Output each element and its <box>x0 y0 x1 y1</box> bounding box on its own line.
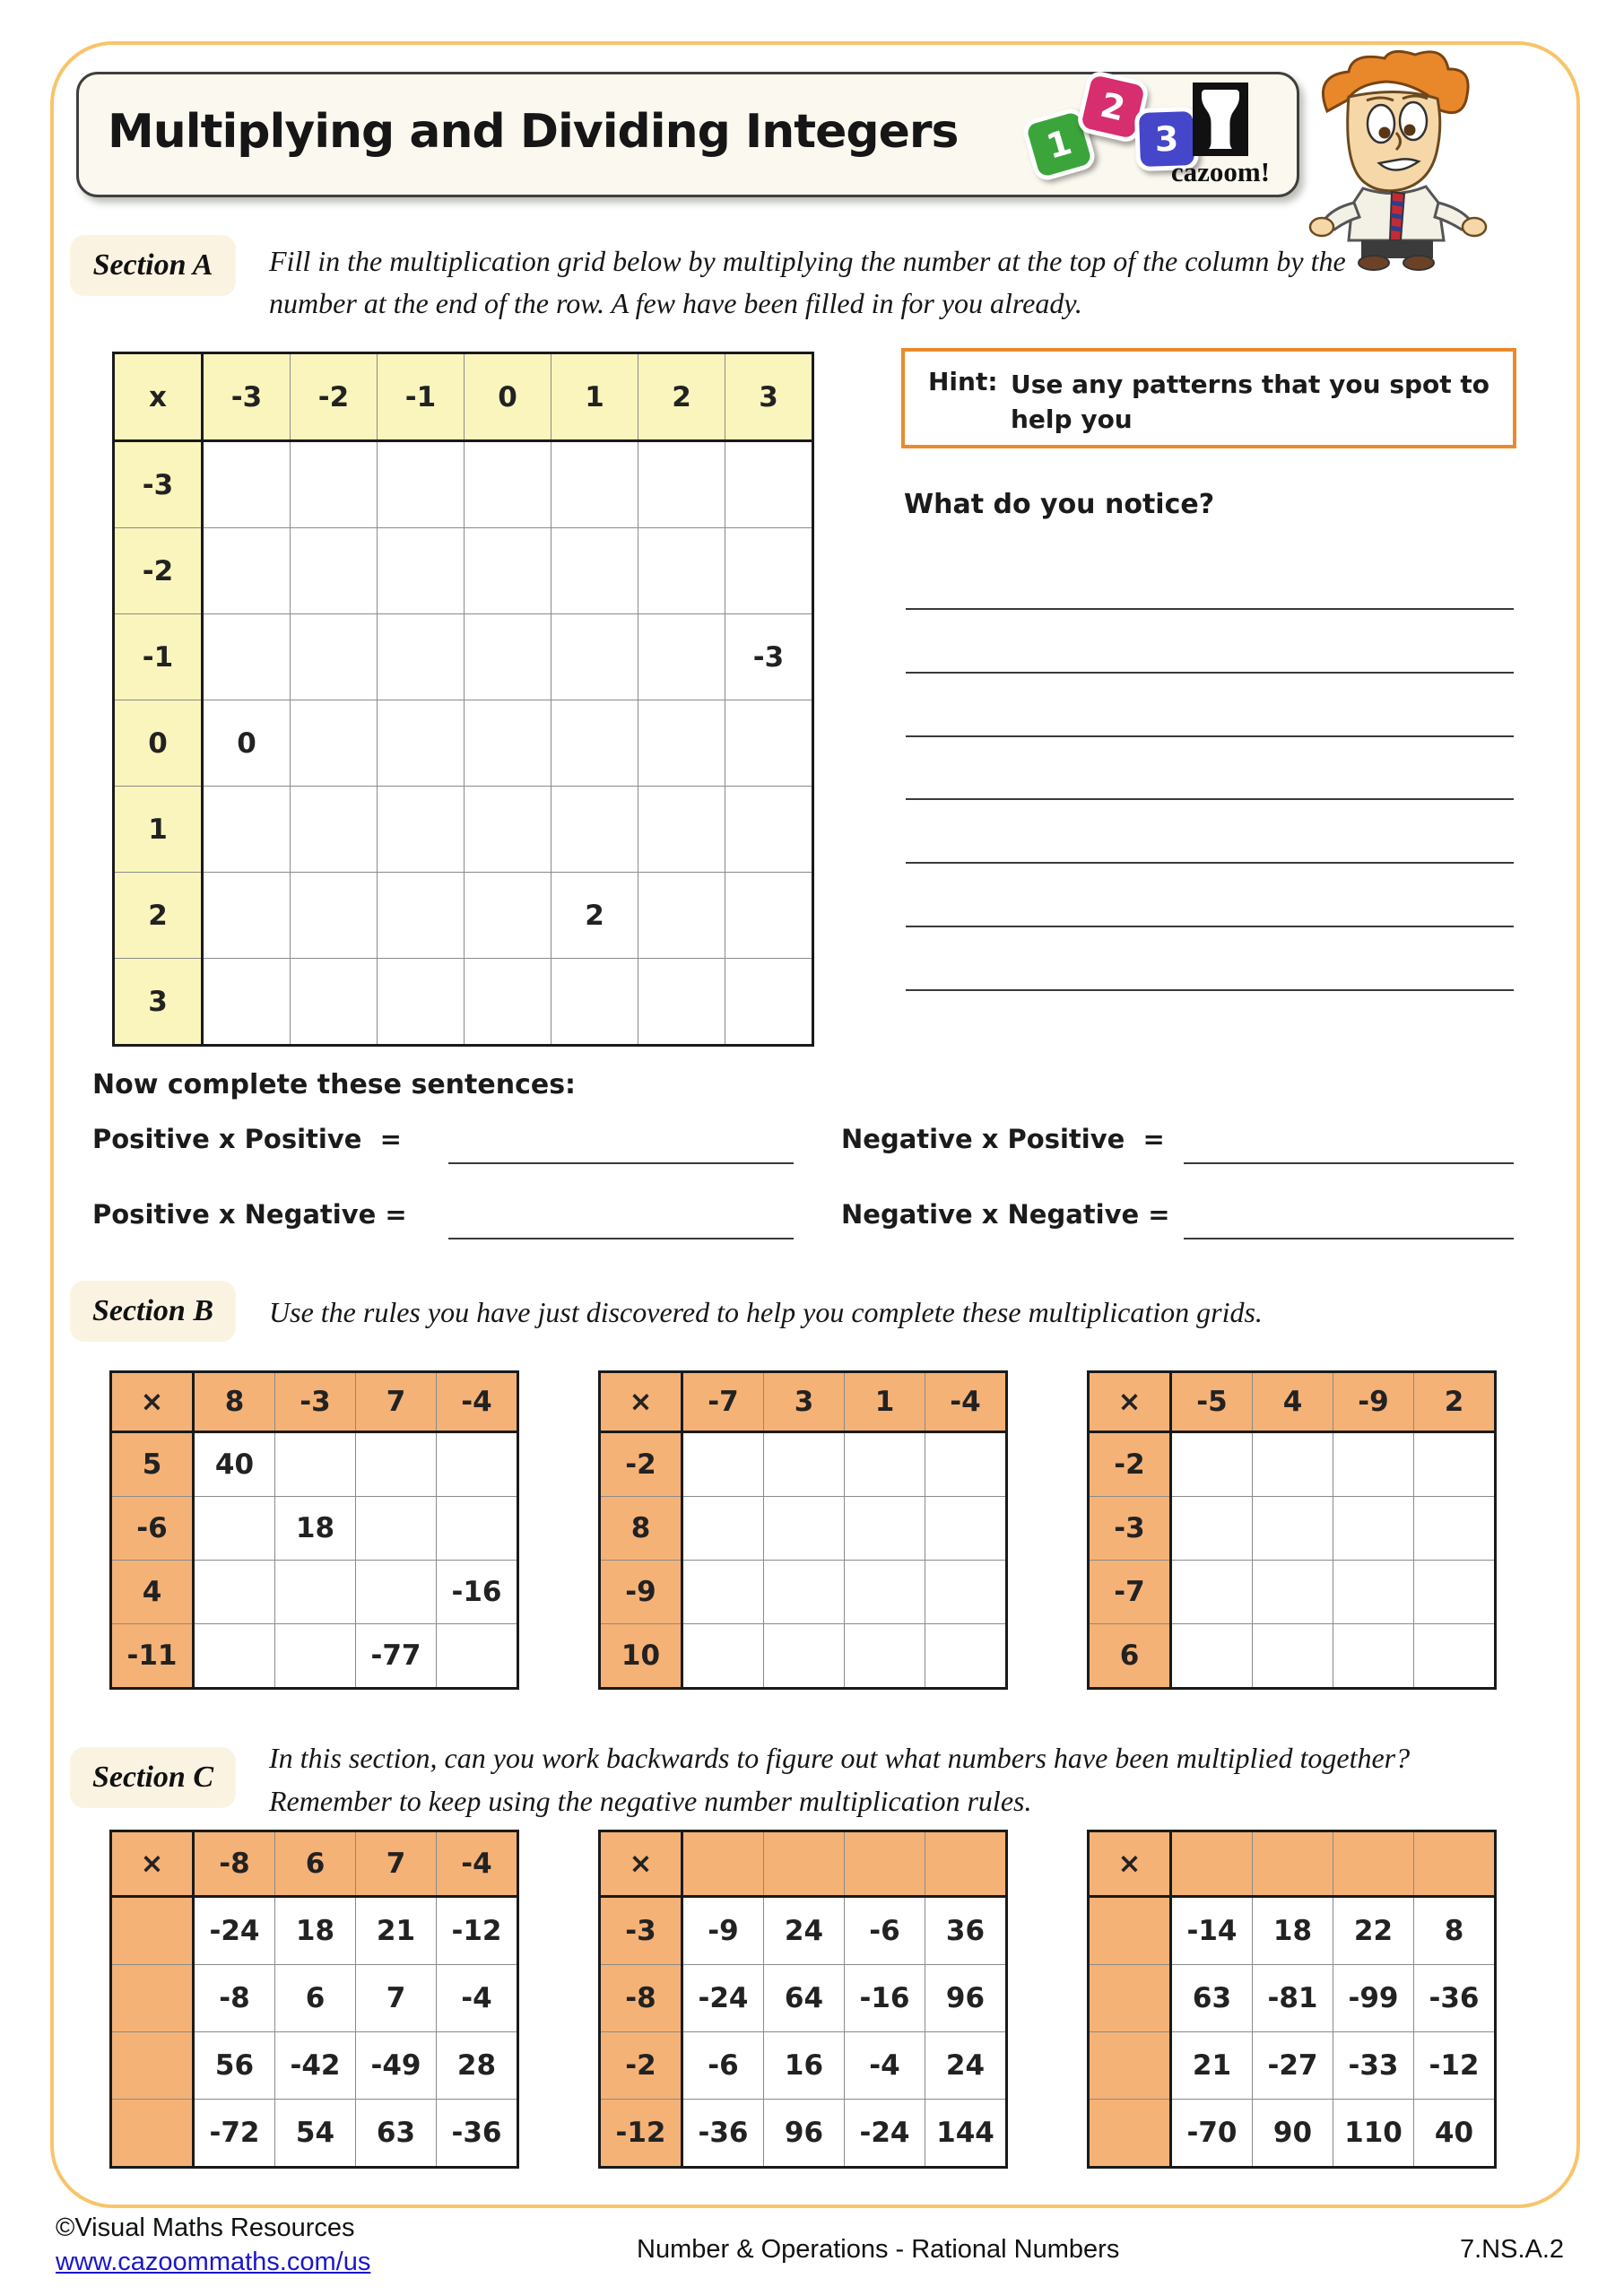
grid-col-header: -4 <box>437 1831 518 1897</box>
grid-col-header <box>1333 1831 1414 1897</box>
grid-cell-empty <box>203 614 291 700</box>
grid-cell-empty <box>356 1561 437 1624</box>
grid-cell-empty <box>1253 1561 1333 1624</box>
grid-col-header: 3 <box>725 353 813 441</box>
grid-cell-empty <box>203 441 291 528</box>
grid-cell-empty <box>1171 1432 1253 1497</box>
grid-cell-empty <box>725 700 813 787</box>
grid-col-header: 4 <box>1253 1372 1333 1432</box>
grid-cell-empty <box>638 700 725 787</box>
grid-cell-empty <box>925 1561 1007 1624</box>
grid-cell-empty <box>203 959 291 1046</box>
grid-col-header: -3 <box>275 1372 356 1432</box>
grid-col-header <box>764 1831 845 1897</box>
grid-cell-empty <box>682 1561 764 1624</box>
grid-cell-filled: -42 <box>275 2032 356 2100</box>
grid-cell-empty <box>1414 1561 1496 1624</box>
grid-cell-empty <box>725 787 813 873</box>
grid-cell-empty <box>764 1561 845 1624</box>
grid-cell-filled: 28 <box>437 2032 518 2100</box>
grid-row-header: -3 <box>1089 1497 1171 1561</box>
grid-cell-empty <box>1171 1624 1253 1689</box>
grid-col-header <box>845 1831 925 1897</box>
sentence-blank-line <box>1184 1162 1514 1164</box>
grid-col-header: 6 <box>275 1831 356 1897</box>
grid-row-header <box>111 1897 194 1965</box>
sentence-negative-x-negative: Negative x Negative = <box>841 1199 1170 1230</box>
section-a-label: Section A <box>70 235 236 296</box>
grid-cell-empty <box>291 873 378 959</box>
grid-col-header <box>925 1831 1007 1897</box>
grid-col-header: -8 <box>194 1831 275 1897</box>
grid-cell-filled: 36 <box>925 1897 1007 1965</box>
section-a-grid <box>112 352 814 1047</box>
grid-row-header: 1 <box>114 787 203 873</box>
grid-cell-empty <box>638 614 725 700</box>
sentence-blank-line <box>448 1238 794 1239</box>
grid-cell-empty <box>1333 1561 1414 1624</box>
hint-box <box>901 348 1516 448</box>
cazoom-logo-text: cazoom! <box>1170 156 1271 187</box>
grid-cell-empty <box>203 787 291 873</box>
grid-col-header: 2 <box>1414 1372 1496 1432</box>
grid-row-header <box>1089 2032 1171 2100</box>
section-c-grid-2 <box>598 1830 1008 2169</box>
grid-cell-empty <box>764 1624 845 1689</box>
grid-row-header: 6 <box>1089 1624 1171 1689</box>
grid-cell-empty <box>1414 1624 1496 1689</box>
notice-answer-line <box>906 672 1514 674</box>
grid-cell-empty <box>551 787 638 873</box>
grid-row-header <box>111 2100 194 2168</box>
grid-col-header <box>682 1831 764 1897</box>
grid-cell-empty <box>925 1432 1007 1497</box>
grid-cell-empty <box>465 787 551 873</box>
grid-cell-empty <box>1414 1432 1496 1497</box>
grid-cell-filled: -77 <box>356 1624 437 1689</box>
section-c-label: Section C <box>70 1747 236 1808</box>
grid-cell-empty <box>465 700 551 787</box>
grid-cell-empty <box>725 959 813 1046</box>
grid-cell-filled: 64 <box>764 1965 845 2032</box>
grid-cell-empty <box>291 700 378 787</box>
section-b-grid-2 <box>598 1370 1008 1690</box>
grid-row-header: -3 <box>114 441 203 528</box>
grid-cell-filled: -16 <box>845 1965 925 2032</box>
footer-website-link[interactable]: www.cazoommaths.com/us <box>56 2248 371 2276</box>
grid-row-header: 3 <box>114 959 203 1046</box>
grid-col-header <box>1171 1831 1253 1897</box>
grid-cell-empty <box>1253 1432 1333 1497</box>
grid-cell-empty <box>378 528 465 614</box>
grid-cell-empty <box>764 1497 845 1561</box>
grid-cell-empty <box>551 700 638 787</box>
grid-cell-empty <box>1253 1624 1333 1689</box>
grid-row-header: -3 <box>600 1897 682 1965</box>
section-c-grid-1 <box>109 1830 519 2169</box>
grid-cell-filled: -4 <box>845 2032 925 2100</box>
grid-cell-filled: 18 <box>1253 1897 1333 1965</box>
grid-cell-empty <box>682 1497 764 1561</box>
grid-cell-filled: -12 <box>1414 2032 1496 2100</box>
grid-cell-filled: 110 <box>1333 2100 1414 2168</box>
notice-answer-line <box>906 798 1514 800</box>
grid-col-header: -2 <box>291 353 378 441</box>
section-a-instructions: Fill in the multiplication grid below by multiplying the number at the top of the column by the number at the end of the row. A few have been filled in for you already. <box>269 245 1346 319</box>
sentence-positive-x-positive: Positive x Positive = <box>92 1124 402 1154</box>
grid-cell-filled: 21 <box>356 1897 437 1965</box>
grid-cell-filled: 8 <box>1414 1897 1496 1965</box>
grid-col-header: 3 <box>764 1372 845 1432</box>
grid-row-header: -2 <box>1089 1432 1171 1497</box>
grid-cell-empty <box>437 1497 518 1561</box>
sentence-blank-line <box>448 1162 794 1164</box>
grid-cell-filled: -6 <box>845 1897 925 1965</box>
grid-cell-filled: 96 <box>764 2100 845 2168</box>
footer-topic: Number & Operations - Rational Numbers <box>637 2235 1120 2264</box>
grid-cell-filled: 96 <box>925 1965 1007 2032</box>
grid-cell-empty <box>845 1497 925 1561</box>
grid-cell-empty <box>638 441 725 528</box>
grid-col-header: -5 <box>1171 1372 1253 1432</box>
grid-cell-filled: -9 <box>682 1897 764 1965</box>
grid-cell-filled: -33 <box>1333 2032 1414 2100</box>
section-c-instructions: In this section, can you work backwards to figure out what numbers have been multiplied together? Remember to keep using the negative number multiplication rules. <box>269 1742 1411 1817</box>
grid-cell-filled: -8 <box>194 1965 275 2032</box>
notice-question: What do you notice? <box>904 489 1215 520</box>
grid-cell-empty <box>194 1497 275 1561</box>
grid-cell-filled: -4 <box>437 1965 518 2032</box>
grid-cell-filled: -24 <box>845 2100 925 2168</box>
grid-cell-empty <box>275 1561 356 1624</box>
grid-cell-empty <box>925 1624 1007 1689</box>
grid-corner-cell: × <box>600 1831 682 1897</box>
grid-cell-empty <box>682 1432 764 1497</box>
grid-cell-filled: 21 <box>1171 2032 1253 2100</box>
grid-cell-filled: 63 <box>1171 1965 1253 2032</box>
grid-cell-empty <box>551 614 638 700</box>
grid-cell-empty <box>291 614 378 700</box>
grid-cell-filled: 56 <box>194 2032 275 2100</box>
grid-cell-empty <box>275 1432 356 1497</box>
grid-cell-filled: 22 <box>1333 1897 1414 1965</box>
grid-cell-filled: 24 <box>764 1897 845 1965</box>
grid-col-header: 0 <box>465 353 551 441</box>
notice-answer-line <box>906 735 1514 737</box>
grid-cell-empty <box>1333 1624 1414 1689</box>
grid-cell-empty <box>291 959 378 1046</box>
grid-cell-empty <box>1171 1497 1253 1561</box>
grid-cell-filled: -72 <box>194 2100 275 2168</box>
section-b-label: Section B <box>70 1281 236 1342</box>
number-tile-3-icon: 3 <box>1134 107 1199 171</box>
hint-label: Hint: <box>928 367 998 396</box>
grid-row-header: 10 <box>600 1624 682 1689</box>
grid-cell-filled: 7 <box>356 1965 437 2032</box>
grid-cell-filled: -12 <box>437 1897 518 1965</box>
notice-answer-line <box>906 608 1514 610</box>
grid-row-header: -9 <box>600 1561 682 1624</box>
grid-cell-empty <box>1414 1497 1496 1561</box>
grid-col-header: 7 <box>356 1372 437 1432</box>
grid-cell-empty <box>1253 1497 1333 1561</box>
grid-cell-empty <box>378 614 465 700</box>
grid-row-header: -2 <box>114 528 203 614</box>
grid-row-header <box>111 1965 194 2032</box>
grid-col-header: -4 <box>437 1372 518 1432</box>
grid-row-header: -11 <box>111 1624 194 1689</box>
grid-cell-empty <box>725 528 813 614</box>
grid-cell-empty <box>1171 1561 1253 1624</box>
grid-col-header <box>1414 1831 1496 1897</box>
section-b-instructions: Use the rules you have just discovered to help you complete these multiplication grids. <box>269 1296 1263 1328</box>
sentence-positive-x-negative: Positive x Negative = <box>92 1199 407 1230</box>
grid-cell-empty <box>764 1432 845 1497</box>
grid-cell-empty <box>551 959 638 1046</box>
grid-cell-empty <box>194 1624 275 1689</box>
grid-cell-empty <box>845 1432 925 1497</box>
section-b-grid-3 <box>1087 1370 1497 1690</box>
grid-corner-cell: × <box>111 1831 194 1897</box>
grid-col-header: -9 <box>1333 1372 1414 1432</box>
grid-cell-filled: 16 <box>764 2032 845 2100</box>
grid-corner-cell: × <box>1089 1372 1171 1432</box>
grid-col-header: -3 <box>203 353 291 441</box>
grid-cell-filled: 54 <box>275 2100 356 2168</box>
grid-cell-empty <box>291 528 378 614</box>
grid-cell-empty <box>356 1432 437 1497</box>
grid-row-header: 0 <box>114 700 203 787</box>
number-tile-2-icon: 2 <box>1075 69 1151 144</box>
grid-col-header <box>1253 1831 1333 1897</box>
grid-cell-filled: 40 <box>1414 2100 1496 2168</box>
grid-row-header <box>1089 2100 1171 2168</box>
grid-cell-filled: -3 <box>725 614 813 700</box>
grid-cell-filled: 2 <box>551 873 638 959</box>
grid-cell-filled: -27 <box>1253 2032 1333 2100</box>
grid-cell-filled: -24 <box>682 1965 764 2032</box>
grid-col-header: 1 <box>845 1372 925 1432</box>
number-tile-1-icon: 1 <box>1020 106 1099 184</box>
grid-row-header <box>1089 1897 1171 1965</box>
grid-cell-empty <box>551 441 638 528</box>
grid-cell-filled: 144 <box>925 2100 1007 2168</box>
grid-cell-filled: -6 <box>682 2032 764 2100</box>
grid-row-header: -2 <box>600 1432 682 1497</box>
grid-row-header: 2 <box>114 873 203 959</box>
sentences-title: Now complete these sentences: <box>92 1069 577 1100</box>
grid-cell-empty <box>291 787 378 873</box>
grid-cell-filled: -36 <box>437 2100 518 2168</box>
grid-cell-empty <box>378 959 465 1046</box>
grid-cell-filled: 6 <box>275 1965 356 2032</box>
grid-row-header: -6 <box>111 1497 194 1561</box>
grid-cell-empty <box>378 700 465 787</box>
grid-cell-empty <box>437 1624 518 1689</box>
grid-cell-filled: -36 <box>682 2100 764 2168</box>
grid-row-header <box>111 2032 194 2100</box>
grid-cell-empty <box>465 441 551 528</box>
grid-corner-cell: × <box>1089 1831 1171 1897</box>
notice-answer-line <box>906 989 1514 991</box>
grid-cell-empty <box>194 1561 275 1624</box>
grid-cell-filled: -24 <box>194 1897 275 1965</box>
grid-col-header: 8 <box>194 1372 275 1432</box>
grid-cell-empty <box>275 1624 356 1689</box>
grid-row-header: -12 <box>600 2100 682 2168</box>
grid-cell-empty <box>465 959 551 1046</box>
grid-cell-empty <box>378 441 465 528</box>
grid-cell-empty <box>638 528 725 614</box>
grid-row-header <box>1089 1965 1171 2032</box>
grid-cell-empty <box>925 1497 1007 1561</box>
grid-row-header: -7 <box>1089 1561 1171 1624</box>
grid-cell-filled: 0 <box>203 700 291 787</box>
footer-standard-code: 7.NS.A.2 <box>1460 2235 1565 2264</box>
grid-cell-filled: 40 <box>194 1432 275 1497</box>
grid-cell-empty <box>725 441 813 528</box>
grid-cell-filled: -36 <box>1414 1965 1496 2032</box>
section-c-grid-3 <box>1087 1830 1497 2169</box>
grid-row-header: 8 <box>600 1497 682 1561</box>
grid-cell-empty <box>845 1561 925 1624</box>
grid-cell-empty <box>638 873 725 959</box>
grid-col-header: 1 <box>551 353 638 441</box>
grid-corner-cell: × <box>600 1372 682 1432</box>
grid-cell-empty <box>437 1432 518 1497</box>
grid-row-header: 4 <box>111 1561 194 1624</box>
grid-row-header: -1 <box>114 614 203 700</box>
grid-cell-empty <box>203 873 291 959</box>
grid-cell-empty <box>1333 1432 1414 1497</box>
grid-corner-cell: × <box>111 1372 194 1432</box>
section-b-grid-1 <box>109 1370 519 1690</box>
grid-cell-filled: 90 <box>1253 2100 1333 2168</box>
grid-cell-filled: 24 <box>925 2032 1007 2100</box>
grid-cell-filled: -14 <box>1171 1897 1253 1965</box>
grid-cell-empty <box>845 1624 925 1689</box>
grid-cell-empty <box>465 614 551 700</box>
grid-cell-empty <box>465 528 551 614</box>
grid-cell-empty <box>203 528 291 614</box>
grid-col-header: -7 <box>682 1372 764 1432</box>
grid-cell-empty <box>725 873 813 959</box>
grid-row-header: 5 <box>111 1432 194 1497</box>
grid-cell-filled: -81 <box>1253 1965 1333 2032</box>
grid-col-header: 7 <box>356 1831 437 1897</box>
grid-cell-filled: 18 <box>275 1497 356 1561</box>
grid-cell-empty <box>638 787 725 873</box>
cazoom-drum-icon <box>1193 83 1248 156</box>
hint-text: Use any patterns that you spot to help you <box>1011 370 1490 434</box>
grid-cell-empty <box>682 1624 764 1689</box>
footer-copyright: ©Visual Maths Resources <box>56 2213 355 2242</box>
grid-cell-empty <box>356 1497 437 1561</box>
grid-corner-cell: x <box>114 353 203 441</box>
grid-cell-empty <box>378 787 465 873</box>
mascot-character-icon <box>1302 45 1495 271</box>
grid-cell-empty <box>465 873 551 959</box>
sentence-negative-x-positive: Negative x Positive = <box>841 1124 1165 1154</box>
grid-cell-filled: -49 <box>356 2032 437 2100</box>
grid-cell-empty <box>1333 1497 1414 1561</box>
grid-cell-filled: 63 <box>356 2100 437 2168</box>
grid-cell-filled: -70 <box>1171 2100 1253 2168</box>
grid-cell-empty <box>551 528 638 614</box>
notice-answer-line <box>906 862 1514 864</box>
notice-answer-line <box>906 926 1514 927</box>
grid-cell-filled: 18 <box>275 1897 356 1965</box>
sentence-blank-line <box>1184 1238 1514 1239</box>
grid-col-header: 2 <box>638 353 725 441</box>
grid-cell-empty <box>291 441 378 528</box>
grid-col-header: -4 <box>925 1372 1007 1432</box>
grid-cell-empty <box>638 959 725 1046</box>
grid-cell-filled: -99 <box>1333 1965 1414 2032</box>
page-title: Multiplying and Dividing Integers <box>108 105 959 159</box>
grid-row-header: -2 <box>600 2032 682 2100</box>
grid-cell-filled: -16 <box>437 1561 518 1624</box>
grid-row-header: -8 <box>600 1965 682 2032</box>
grid-cell-empty <box>378 873 465 959</box>
grid-col-header: -1 <box>378 353 465 441</box>
